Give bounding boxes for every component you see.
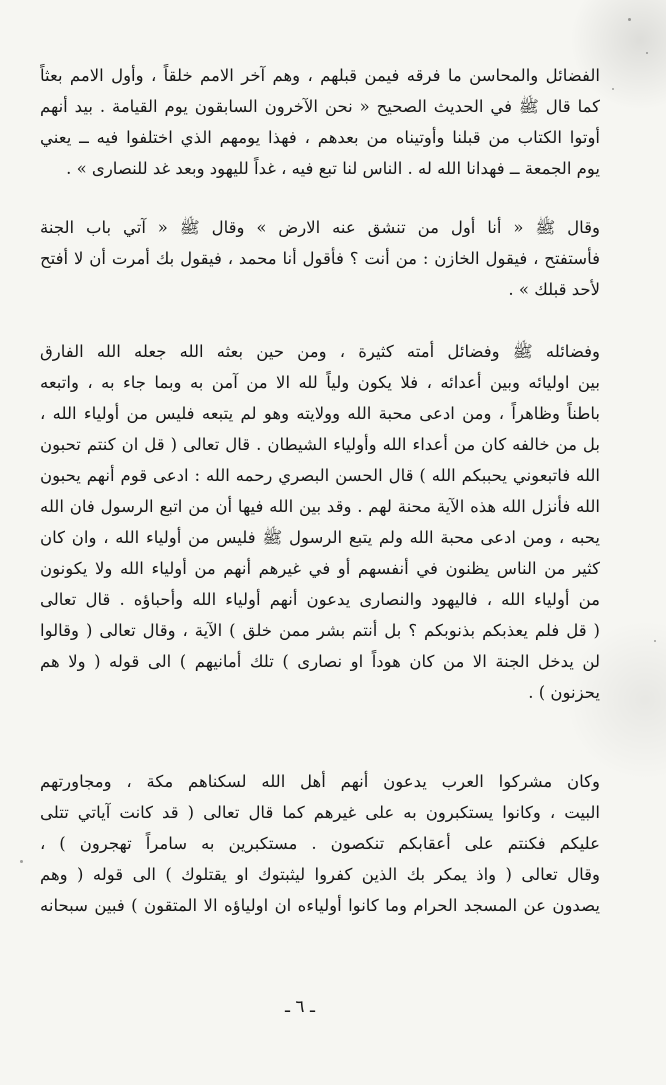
paragraph-2: [40, 212, 600, 305]
paragraph-3: [40, 336, 600, 708]
text-line: كثير من الناس يظنون في أنفسهم أو في غيرهم أنهم من أولياء الله ولا يكونون: [40, 559, 600, 578]
text-line: ( قل فلم يعذبكم بذنوبكم ؟ بل أنتم بشر ممن خلق ) الآية ، وقال تعالى ( وقالوا: [40, 621, 600, 640]
paragraph-1: [40, 60, 600, 184]
scan-speck: [646, 52, 648, 54]
scan-speck: [20, 860, 23, 863]
text-line: يحزنون ) .: [528, 683, 600, 702]
scan-speck: [612, 88, 614, 90]
paragraph-4: [40, 766, 600, 921]
text-line: يوم الجمعة ــ فهدانا الله له . الناس لنا تبع فيه ، غداً لليهود وبعد غد للنصارى » .: [66, 159, 600, 178]
text-line: أوتوا الكتاب من قبلنا وأوتيناه من بعدهم ، فهذا يومهم الذي اختلفوا فيه ــ يعني: [40, 128, 600, 147]
text-line: بل من خالفه كان من أعداء الله وأولياء الشيطان . قال تعالى ( قل ان كنتم تحبون: [40, 435, 600, 454]
text-line: عليكم فكنتم على أعقابكم تنكصون . مستكبرين به سامراً تهجرون ) ،: [40, 834, 600, 853]
page-number: ـ ٦ ـ: [285, 997, 315, 1017]
text-line: الله فأنزل الله هذه الآية محنة لهم . وقد بين الله فيها أن من اتبع الرسول فان الله: [40, 497, 600, 516]
scan-speck: [628, 18, 631, 21]
text-line: من أولياء الله ، فاليهود والنصارى يدعون أنهم أولياء الله وأحباؤه . قال تعالى: [40, 590, 600, 609]
text-line: باطناً وظاهراً ، ومن ادعى محبة الله وولايته وهو لم يتبعه فليس من أولياء الله ،: [40, 404, 600, 423]
text-line: وقال ﷺ « أنا أول من تنشق عنه الارض » وقال ﷺ « آتي باب الجنة: [40, 218, 600, 237]
text-line: الله فاتبعوني يحببكم الله ) قال الحسن البصري رحمه الله : ادعى قوم أنهم يحبون: [40, 466, 600, 485]
text-line: البيت ، وكانوا يستكبرون به على غيرهم كما قال تعالى ( قد كانت آياتي تتلى: [40, 803, 600, 822]
text-line: يصدون عن المسجد الحرام وما كانوا أولياءه ان اولياؤه الا المتقون ) فبين سبحانه: [40, 896, 600, 915]
text-line: بين اوليائه وبين أعدائه ، فلا يكون ولياً لله الا من آمن به وبما جاء به ، واتبعه: [40, 373, 600, 392]
text-line: يحبه ، ومن ادعى محبة الله ولم يتبع الرسول ﷺ فليس من أولياء الله ، وان كان: [40, 528, 600, 547]
scan-speck: [654, 640, 656, 642]
text-line: كما قال ﷺ في الحديث الصحيح « نحن الآخرون السابقون يوم القيامة . بيد أنهم: [40, 97, 600, 116]
text-line: لأحد قبلك » .: [508, 280, 600, 299]
text-line: لن يدخل الجنة الا من كان هوداً او نصارى ) تلك أمانيهم ) الى قوله ( ولا هم: [40, 652, 600, 671]
text-line: الفضائل والمحاسن ما فرقه فيمن قبلهم ، وهم آخر الامم خلقاً ، وأول الامم بعثاً: [40, 66, 600, 85]
text-line: فأستفتح ، فيقول الخازن : من أنت ؟ فأقول أنا محمد ، فيقول بك أمرت أن لا أفتح: [40, 249, 600, 268]
text-line: وقال تعالى ( واذ يمكر بك الذين كفروا ليثبتوك او يقتلوك ) الى قوله ( وهم: [40, 865, 600, 884]
text-line: وكان مشركوا العرب يدعون أنهم أهل الله لسكناهم مكة ، ومجاورتهم: [40, 772, 600, 791]
text-line: وفضائله ﷺ وفضائل أمته كثيرة ، ومن حين بعثه الله جعله الله الفارق: [40, 342, 600, 361]
